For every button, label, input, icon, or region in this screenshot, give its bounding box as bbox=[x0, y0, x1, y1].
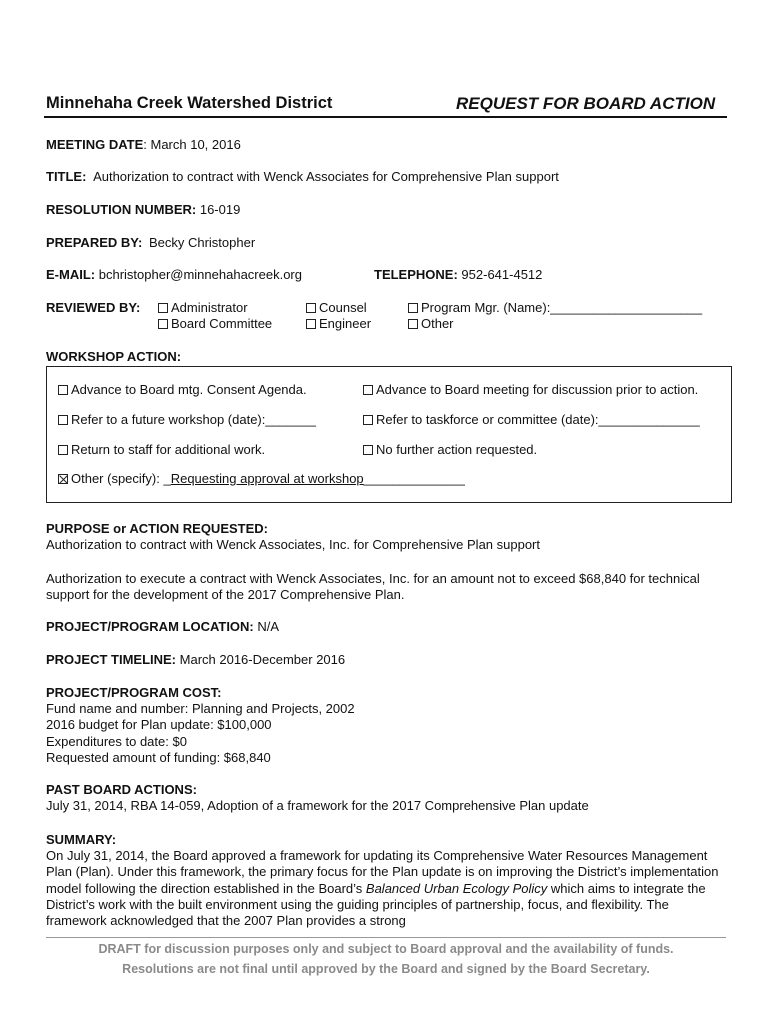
workshop-option-future-workshop[interactable]: Refer to a future workshop (date):_______ bbox=[58, 412, 316, 427]
workshop-option-consent-agenda[interactable]: Advance to Board mtg. Consent Agenda. bbox=[58, 382, 307, 397]
checkbox-icon[interactable] bbox=[408, 319, 418, 329]
title-row bbox=[46, 169, 559, 185]
document-type-title: REQUEST FOR BOARD ACTION bbox=[456, 94, 716, 113]
past-actions-heading: PAST BOARD ACTIONS: bbox=[46, 782, 197, 797]
footer-disclaimer-line2: Resolutions are not final until approved by the Board and signed by the Board Secretary. bbox=[122, 962, 650, 976]
workshop-option-no-further-action[interactable]: No further action requested. bbox=[363, 442, 537, 457]
district-name: Minnehaha Creek Watershed District bbox=[46, 94, 333, 112]
checkbox-icon[interactable] bbox=[363, 385, 373, 395]
reviewed-option-administrator[interactable]: Administrator bbox=[158, 300, 248, 316]
prepared-by-label: PREPARED BY: bbox=[46, 235, 143, 250]
header-rule bbox=[44, 116, 727, 118]
reviewed-option-engineer[interactable]: Engineer bbox=[306, 316, 371, 332]
checkbox-icon[interactable] bbox=[306, 303, 316, 313]
prepared-by-row bbox=[46, 235, 255, 251]
workshop-option-other[interactable]: Other (specify): _Requesting approval at workshop______________ bbox=[58, 471, 465, 486]
resolution-value: 16-019 bbox=[199, 202, 241, 217]
location-row bbox=[46, 619, 279, 635]
purpose-line: Authorization to contract with Wenck Associates, Inc. for Comprehensive Plan support bbox=[46, 537, 540, 553]
other-specify-text: Requesting approval at workshop bbox=[170, 471, 364, 486]
cost-line: Expenditures to date: $0 bbox=[46, 733, 187, 749]
cost-line: 2016 budget for Plan update: $100,000 bbox=[46, 717, 272, 733]
location-label: PROJECT/PROGRAM LOCATION: bbox=[46, 619, 254, 634]
footer-disclaimer-line1: DRAFT for discussion purposes only and subject to Board approval and the availability of funds. bbox=[98, 942, 674, 956]
reviewed-by-label: REVIEWED BY: bbox=[46, 300, 141, 315]
workshop-option-taskforce[interactable]: Refer to taskforce or committee (date):______________ bbox=[363, 412, 700, 427]
meeting-date-row bbox=[46, 137, 241, 153]
summary-heading: SUMMARY: bbox=[46, 832, 117, 847]
reviewed-option-counsel[interactable]: Counsel bbox=[306, 300, 367, 316]
cost-line: Fund name and number: Planning and Projects, 2002 bbox=[46, 701, 355, 717]
cost-section bbox=[46, 685, 726, 766]
checkbox-icon[interactable] bbox=[58, 415, 68, 425]
checked-checkbox-icon[interactable] bbox=[58, 474, 68, 484]
email-label: E-MAIL: bbox=[46, 267, 96, 282]
summary-text: On July 31, 2014, the Board approved a framework for updating its Comprehensive Water Resources Management Plan (Plan). Under this framework, the primary focus for the Plan update is on improving the District’s implementation model following the direction established in the Board’s Balanced Urban Ecology Policy which aims to integrate the District’s work with the built environment using the guiding principles of partnership, focus, and flexibility. The framework acknowledged that the 2007 Plan provides a strong bbox=[46, 848, 719, 929]
title-value: Authorization to contract with Wenck Associates for Comprehensive Plan support bbox=[93, 169, 559, 184]
email-value: bchristopher@minnehahacreek.org bbox=[98, 267, 302, 282]
checkbox-icon[interactable] bbox=[58, 385, 68, 395]
checkbox-icon[interactable] bbox=[58, 445, 68, 455]
telephone-row bbox=[374, 267, 542, 283]
meeting-date-label: MEETING DATE bbox=[46, 137, 144, 152]
timeline-row bbox=[46, 652, 345, 668]
workshop-action-box bbox=[46, 366, 732, 503]
checkbox-icon[interactable] bbox=[158, 303, 168, 313]
past-actions-text: July 31, 2014, RBA 14-059, Adoption of a framework for the 2017 Comprehensive Plan update bbox=[46, 798, 589, 814]
telephone-label: TELEPHONE: bbox=[374, 267, 458, 282]
reviewed-option-board-committee[interactable]: Board Committee bbox=[158, 316, 272, 332]
workshop-option-return-to-staff[interactable]: Return to staff for additional work. bbox=[58, 442, 265, 457]
checkbox-icon[interactable] bbox=[408, 303, 418, 313]
past-actions-section bbox=[46, 782, 726, 814]
prepared-by-value: Becky Christopher bbox=[148, 235, 256, 250]
reviewed-option-other[interactable]: Other bbox=[408, 316, 454, 332]
checkbox-icon[interactable] bbox=[158, 319, 168, 329]
telephone-value: 952-641-4512 bbox=[461, 267, 543, 282]
meeting-date-value: : March 10, 2016 bbox=[143, 137, 241, 152]
resolution-row bbox=[46, 202, 240, 218]
purpose-detail: Authorization to execute a contract with Wenck Associates, Inc. for an amount not to exceed $68,840 for technical support for the development of the 2017 Comprehensive Plan. bbox=[46, 571, 700, 603]
cost-line: Requested amount of funding: $68,840 bbox=[46, 749, 271, 765]
summary-section bbox=[46, 832, 726, 929]
location-value: N/A bbox=[257, 619, 280, 634]
cost-heading: PROJECT/PROGRAM COST: bbox=[46, 685, 222, 700]
footer-rule bbox=[46, 937, 726, 938]
purpose-section bbox=[46, 521, 726, 553]
checkbox-icon[interactable] bbox=[306, 319, 316, 329]
purpose-heading: PURPOSE or ACTION REQUESTED: bbox=[46, 521, 268, 536]
resolution-label: RESOLUTION NUMBER: bbox=[46, 202, 197, 217]
workshop-option-board-discussion[interactable]: Advance to Board meeting for discussion prior to action. bbox=[363, 382, 698, 397]
checkbox-icon[interactable] bbox=[363, 445, 373, 455]
reviewed-option-program-manager[interactable]: Program Mgr. (Name):_____________________ bbox=[408, 300, 702, 316]
email-row bbox=[46, 267, 302, 283]
timeline-label: PROJECT TIMELINE: bbox=[46, 652, 177, 667]
title-label: TITLE: bbox=[46, 169, 87, 184]
checkbox-icon[interactable] bbox=[363, 415, 373, 425]
workshop-action-label: WORKSHOP ACTION: bbox=[46, 349, 182, 364]
timeline-value: March 2016-December 2016 bbox=[179, 652, 346, 667]
